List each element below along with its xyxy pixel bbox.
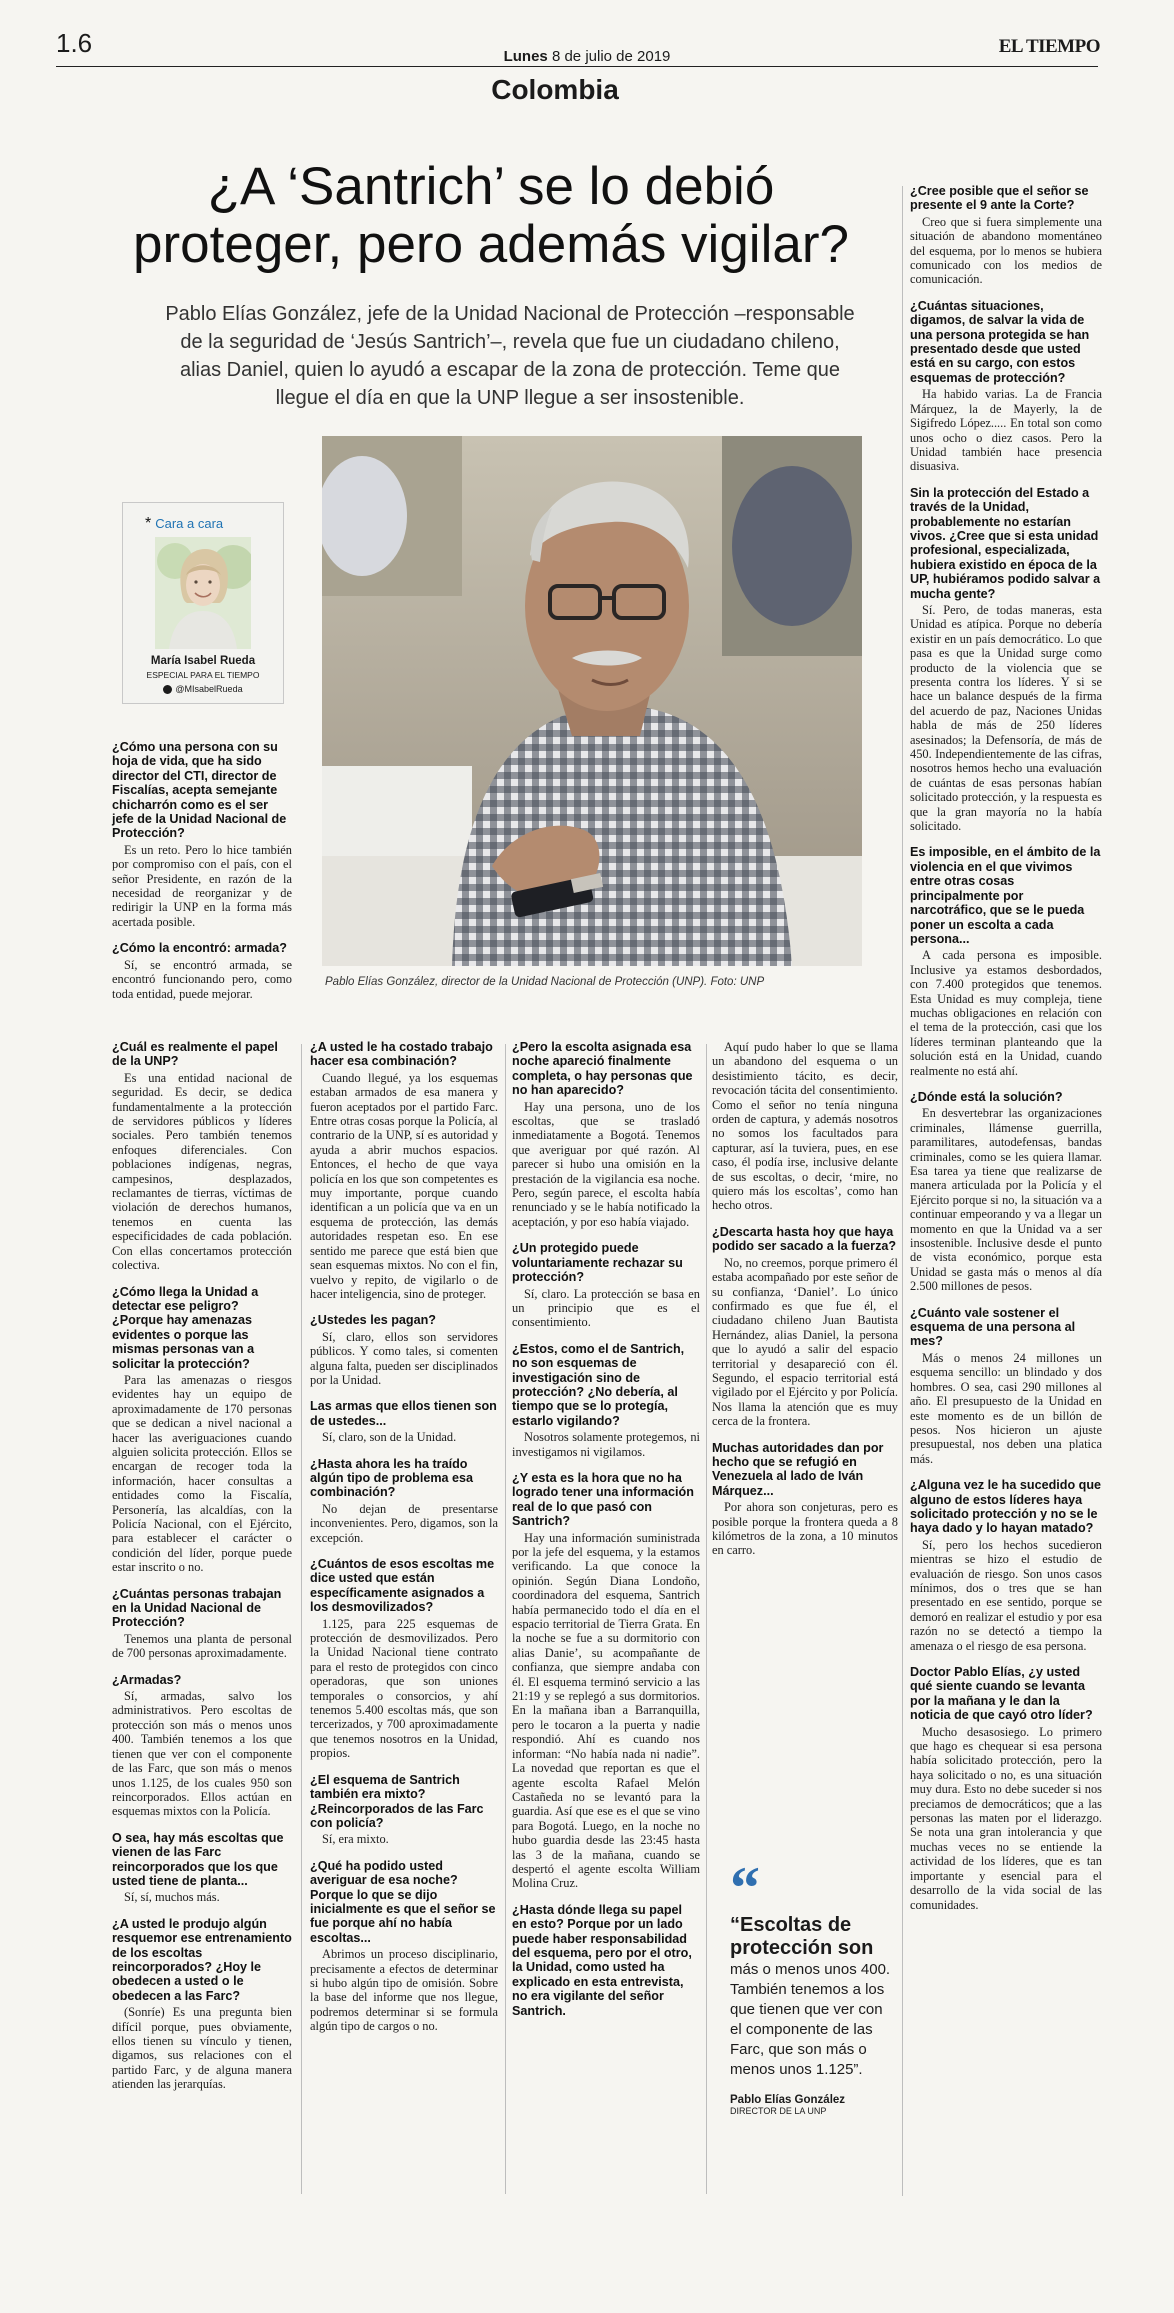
column-divider: [301, 1044, 302, 2194]
column-divider: [505, 1044, 506, 2194]
article-headline: ¿A ‘Santrich’ se lo debió proteger, pero además vigilar?: [133, 157, 849, 274]
pull-quote-byline-role: DIRECTOR DE LA UNP: [730, 2106, 827, 2116]
cara-a-cara-label: Cara a cara: [155, 516, 224, 531]
question: ¿Cuántas personas trabajan en la Unidad Nacional de Protección?: [112, 1586, 282, 1630]
question: ¿Cuál es realmente el papel de la UNP?: [112, 1040, 278, 1069]
column-left: [112, 740, 292, 1013]
answer: No dejan de presentarse inconvenientes. Pero, digamos, son la excepción.: [310, 1501, 498, 1545]
twitter-icon: [163, 685, 172, 694]
question: Muchas autoridades dan por hecho que se refugió en Venezuela al lado de Iván Márquez...: [712, 1440, 884, 1498]
question: ¿Pero la escolta asignada esa noche apareció finalmente completa, o hay personas que no han aparecido?: [512, 1040, 693, 1098]
answer: En desvertebrar las organizaciones criminales, llámense guerrilla, paramilitares, autodefensas, bandas criminales, como se les quiera llamar. Esa tarea ya tiene que realizarse de manera articulada por la Policía y el Ejército porque si no, la situación va a continuar empeorando y va a llegar un momento en que la Unidad va a ser insostenible. Inclusive desde el punto de vista económico, porque esta Unidad se gasta más o menos al día 2.500 millones de pesos.: [910, 1106, 1102, 1294]
section-title: Colombia: [491, 74, 619, 105]
header-rule: [56, 66, 1098, 67]
answer: Sí, armadas, salvo los administrativos. Pero escoltas de protección son más o menos unos 400. También tenemos a los que tienen que ver con el componente de las Farc, que son más o menos unos 1.125, de los cuales 950 son reincorporados. Ellos actúan en esquemas mixtos con la Policía.: [112, 1689, 292, 1819]
author-name: María Isabel Rueda: [150, 655, 256, 667]
answer: Sí, sí, muchos más.: [124, 1890, 220, 1905]
pull-quote-text: más o menos unos 400. También tenemos a los que tienen que ver con el componente de las Farc, que son más o menos unos 1.125”.: [730, 1961, 891, 2078]
author-portrait: [155, 537, 251, 649]
question: ¿Ustedes les pagan?: [310, 1313, 436, 1328]
answer: Hay una información suministrada por la jefe del esquema, y la estamos verificando. La que conoce la opinión. Según Diana Londoño, coordinadora del esquema, Santrich había permanecido todo el día en el espacio territorial de Tierra Grata. En la noche se fue a su dormitorio con alias Danie’, su acompañante de confianza, que siempre andaba con él. El esquema terminó servicio a las 21:19 y se replegó a sus dormitorios. En la mañana iban a Barranquilla, pero le tocaron a la puerta y nadie respondió. Ahí es cuando nos informan: “No había nada ni nadie”. La novedad que reportan es que el agente escolta Rafael Melón Castañeda no se levantó para la guardia. Así que ese es el que se vino para Bogotá. Luego, en la noche no hubo guardia desde las 23:45 hasta las 3 de la mañana, cuando se despertó el agente escolta William Molina Cruz.: [512, 1530, 700, 1891]
answer: 1.125, para 225 esquemas de protección de desmovilizados. Pero la Unidad Nacional tiene contrato para el resto de protegidos con cinco operadoras, que son uniones temporales o consorcios, y ahí tenemos 5.400 escoltas más, que son tercerizados, y 700 aproximadamente que tenemos nosotros en la Unidad, propios.: [310, 1616, 498, 1761]
column-2: [310, 1040, 498, 2046]
question: ¿Qué ha podido usted averiguar de esa noche? Porque lo que se dijo inicialmente es que el señor se fue porque ahí no había escoltas...: [310, 1858, 496, 1945]
question: ¿Cuántos de esos escoltas me dice usted que están específicamente asignados a los desmovilizados?: [310, 1557, 495, 1615]
answer: Abrimos un proceso disciplinario, precisamente a efectos de determinar si hubo algún tipo de omisión. Sobre la base del informe que nos llegue, podremos determinar si se formula algún tipo de cargos o no.: [310, 1947, 498, 2034]
question: Las armas que ellos tienen son de ustedes...: [310, 1399, 497, 1428]
answer: Mucho desasosiego. Lo primero que hago es chequear si esa persona había solicitado protección, pero la haya solicitado o no, es una situación muy dura. Esto no debe suceder si nos preciamos de democráticos; que a las personas las maten por el liderazgo. Se nota una gran intolerancia y que muchas veces no se entiende la actividad de los líderes, que es tan importante y esencial para el desarrollo de la vida social de las comunidades.: [910, 1724, 1102, 1912]
question: ¿Descarta hasta hoy que haya podido ser sacado a la fuerza?: [712, 1224, 897, 1254]
question: ¿Cómo una persona con su hoja de vida, que ha sido director del CTI, director de Fiscalías, acepta semejante chicharrón como es el ser jefe de la Unidad Nacional de Protección?: [112, 740, 287, 841]
answer: Hay una persona, uno de los escoltas, que se trasladó inmediatamente a Bogotá. Tenemos que averiguar por qué razón. Al parecer si hubo una omisión en la prestación de la vigilancia esa noche. Pero, según parece, el escolta había renunciado y se le había notificado la aceptación, y por eso había viajado.: [512, 1099, 700, 1229]
answer: (Sonríe) Es una pregunta bien difícil porque, pues obviamente, ellos tienen su vínculo y tienen, digamos, sus relaciones con el partido Farc, y de alguna manera atienden las jerarquías.: [112, 2005, 292, 2092]
column-right: [910, 184, 1102, 1924]
question: ¿Y esta es la hora que no ha logrado tener una información real de lo que pasó con Santrich?: [512, 1470, 694, 1529]
answer: Para las amenazas o riesgos evidentes hay un equipo de aproximadamente de 170 personas que se dedican a nivel nacional a hacer las averiguaciones cuando alguien solicita protección. Ellos se encargan de recoger toda la información, hacer consultas a entidades como la Fiscalía, Personería, las alcaldías, con la Policía Nacional, con el Ejército, para establecer el carácter o condición del líder, porque puede estar inscrito o no.: [112, 1372, 292, 1575]
answer: Es un reto. Pero lo hice también por compromiso con el país, con el señor Presidente, en razón de la necesidad de reorganizar y de redirigir la UNP en la forma más acertada posible.: [112, 842, 292, 929]
portrait-photo-illustration: [322, 436, 862, 966]
question: ¿A usted le produjo algún resquemor ese entrenamiento de los escoltas reincorporados? ¿Hoy le obedecen a usted o le obedecen a las Farc?: [112, 1916, 292, 2003]
answer: Aquí pudo haber lo que se llama un abandono del esquema o un desistimiento tácito, es decir, revocación tácita del consentimiento. Como el señor no tenía ninguna orden de captura, y además nosotros no somos los facultados para capturar, así la tuviera, pues, en ese caso, él podía irse, inclusive delante de sus escoltas, o decir, ‘mire, no quiero más los escoltas’, como han hecho otros.: [712, 1040, 898, 1213]
question: ¿El esquema de Santrich también era mixto? ¿Reincorporados de las Farc con policía?: [310, 1772, 484, 1830]
answer: No, no creemos, porque primero él estaba acompañado por este señor de su confianza, ‘Daniel’. Lo único confirmado es que fue él, el ciudadano chileno Juan Bautista Hernández, alias Daniel, la persona que lo ayudó a salir del espacio territorial y desapareció con él. Segundo, el espacio territorial está vigilado por el Ejército y por Policía. Nos llama la atención que es muy cerca de la frontera.: [712, 1255, 898, 1429]
issue-date-text: 8 de julio de 2019: [551, 48, 671, 65]
answer: Sí, claro. La protección se basa en un principio que es el consentimiento.: [512, 1286, 700, 1330]
author-handle: [123, 684, 283, 694]
author-handle-text: @MIsabelRueda: [175, 684, 243, 694]
answer: Sí. Pero, de todas maneras, esta Unidad es atípica. Porque no debería existir en un país democrático. Lo que pasa es que la Unidad surge como producto de la violencia que se presenta contra los líderes. Y si se hace un balance después de la firma del acuerdo de paz, Naciones Unidas habla de más de 250 líderes asesinados; la Defensoría, de más de 450. Independientemente de las cifras, nosotros hemos hecho una evaluación de cuántas de esas personas habían solicitado protección, y la respuesta es que la gran mayoría no la había solicitado.: [910, 602, 1102, 834]
cara-a-cara-tag: [145, 515, 223, 533]
question: ¿Cree posible que el señor se presente el 9 ante la Corte?: [910, 184, 1089, 213]
answer: Sí, se encontró armada, se encontró funcionando pero, como toda entidad, puede mejorar.: [112, 957, 292, 1001]
column-1: [112, 1040, 292, 2104]
page-number: 1.6: [56, 28, 93, 58]
interview-photo: [322, 436, 862, 966]
column-3: [512, 1040, 700, 2020]
answer: Tenemos una planta de personal de 700 personas aproximadamente.: [112, 1631, 292, 1661]
issue-day: Lunes: [503, 48, 548, 65]
quote-mark-icon: “: [730, 1855, 760, 1921]
answer: Más o menos 24 millones un esquema sencillo: un blindado y dos hombres. O sea, casi 290 millones al año. El presupuesto de la Unidad en este momento es de un billón de pesos. Nos hicieron un ajuste presupuestal, nos deben una platica más.: [910, 1350, 1102, 1466]
question: ¿Un protegido puede voluntariamente rechazar su protección?: [512, 1241, 683, 1285]
question: ¿Cuánto vale sostener el esquema de una persona al mes?: [910, 1305, 1076, 1349]
answer: Cuando llegué, ya los esquemas estaban armados de esa manera y fueron aceptados por el partido Farc. Entre otras cosas porque la Policía, al contrario de la UNP, sí es autoridad y ayuda a abrir muchos espacios. Entonces, el hecho de que vaya policía en los que son competentes es muy importante, porque cuando identifican a un policía que va en un esquema de protección, las demás autoridades respetan eso. En ese sentido me parece que está bien que sean esquemas mixtos. No con el fin, vuelvo y repito, de vigilarlo o de hacer inteligencia, sino de proteger.: [310, 1070, 498, 1301]
answer: Ha habido varias. La de Francia Márquez, la de Mayerly, la de Sigifredo López..... En total son como unos ocho o diez casos. Pero la Unidad también hace presencia disuasiva.: [910, 387, 1102, 474]
author-role: ESPECIAL PARA EL TIEMPO: [146, 670, 260, 680]
question: ¿Estos, como el de Santrich, no son esquemas de investigación sino de protección? ¿No debería, al tiempo que se lo protegía, estarlo vigilando?: [512, 1341, 685, 1428]
question: Es imposible, en el ámbito de la violencia en el que vivimos entre otras cosas principalmente por narcotráfico, que se le pueda poner un escolta a cada persona...: [910, 845, 1101, 946]
question: ¿Armadas?: [112, 1672, 182, 1687]
question: ¿Cuántas situaciones, digamos, de salvar la vida de una persona protegida se han presentado desde que usted está en su cargo, con estos esquemas de protección?: [910, 298, 1090, 385]
question: Doctor Pablo Elías, ¿y usted qué siente cuando se levanta por la mañana y le dan la noticia de que cayó otro líder?: [910, 1665, 1093, 1723]
newspaper-brand: EL TIEMPO: [998, 36, 1100, 57]
asterisk-icon: *: [145, 515, 152, 532]
question: ¿Dónde está la solución?: [910, 1089, 1063, 1104]
answer: A cada persona es imposible. Inclusive ya estamos desbordados, con 7.400 protegidos que tenemos. Esta Unidad es muy compleja, tiene muchas obligaciones en relación con el tema de la protección, casi que los líderes terminan planteando que la solución está en la Unidad, cuando realmente no está ahí.: [910, 948, 1102, 1078]
answer: Sí, claro, son de la Unidad.: [322, 1430, 457, 1445]
answer: Sí, claro, ellos son servidores públicos. Y como tales, si comenten alguna falta, pueden ser disciplinados por la Unidad.: [310, 1329, 498, 1387]
question: ¿Hasta dónde llega su papel en esto? Porque por un lado puede haber responsabilidad del esquema, pero por el otro, la Unidad, como usted ha explicado en esta entrevista, no era vigilante del señor Santrich.: [512, 1902, 692, 2018]
question: Sin la protección del Estado a través de la Unidad, probablemente no estarían vivos. ¿Cree que si esta unidad profesional, especializada, hubiera existido en época de la UP, hubiéramos podido salvar a mucha gente?: [910, 485, 1101, 601]
pull-quote-byline: Pablo Elías González: [730, 2094, 846, 2106]
answer: Creo que si fuera simplemente una situación de abandono momentáneo del esquema, por lo menos se hubiera comunicado con los medios de comunicación.: [910, 214, 1102, 287]
column-divider: [902, 186, 903, 2196]
question: ¿Cómo la encontró: armada?: [112, 941, 287, 956]
cara-a-cara-box: [122, 502, 284, 704]
answer: Sí, era mixto.: [322, 1832, 389, 1847]
article-dek: Pablo Elías González, jefe de la Unidad Nacional de Protección –responsable de la seguridad de ‘Jesús Santrich’–, revela que fue un ciudadano chileno, alias Daniel, quien lo ayudó a escapar de la zona de protección. Teme que llegue el día en que la UNP llegue a ser insostenible.: [165, 303, 855, 409]
question: ¿Hasta ahora les ha traído algún tipo de problema esa combinación?: [310, 1456, 474, 1500]
column-divider: [706, 1044, 707, 2194]
pull-quote-lead: “Escoltas de protección son: [730, 1914, 874, 1959]
answer: Nosotros solamente protegemos, ni investigamos ni vigilamos.: [512, 1430, 700, 1459]
column-4: [712, 1040, 898, 1570]
photo-caption: Pablo Elías González, director de la Unidad Nacional de Protección (UNP). Foto: UNP: [325, 976, 765, 988]
pull-quote: [730, 1855, 898, 2116]
answer: Sí, pero los hechos sucedieron mientras se hizo el estudio de evaluación de riesgo. Son unos casos mínimos, dos o tres que se han presentado en ese sentido, porque se demoró en realizar el estudio y por esa razón no se detectó a tiempo la amenaza o el riesgo de esa persona.: [910, 1537, 1102, 1653]
question: ¿Cómo llega la Unidad a detectar ese peligro? ¿Porque hay amenazas evidentes o porque las mismas personas van a solicitar la protección?: [112, 1284, 259, 1371]
question: O sea, hay más escoltas que vienen de las Farc reincorporados que los que usted tiene de planta...: [112, 1830, 284, 1888]
question: ¿Alguna vez le ha sucedido que alguno de estos líderes haya solicitado protección y no se le haya dado y lo hayan matado?: [910, 1478, 1102, 1536]
answer: Es una entidad nacional de seguridad. Es decir, se dedica fundamentalmente a la protección de servidores públicos y líderes sociales. Pero también tenemos enfoques diferenciales. Con poblaciones indígenas, negras, campesinos, desplazados, reclamantes de tierras, víctimas de violación de derechos humanos, tenemos en cuenta las especificidades de cada población. Con ellas concertamos protección colectiva.: [112, 1070, 292, 1273]
question: ¿A usted le ha costado trabajo hacer esa combinación?: [310, 1040, 493, 1069]
answer: Por ahora son conjeturas, pero es posible porque la frontera queda a 8 kilómetros de la zona, a 10 minutos en carro.: [712, 1500, 898, 1558]
